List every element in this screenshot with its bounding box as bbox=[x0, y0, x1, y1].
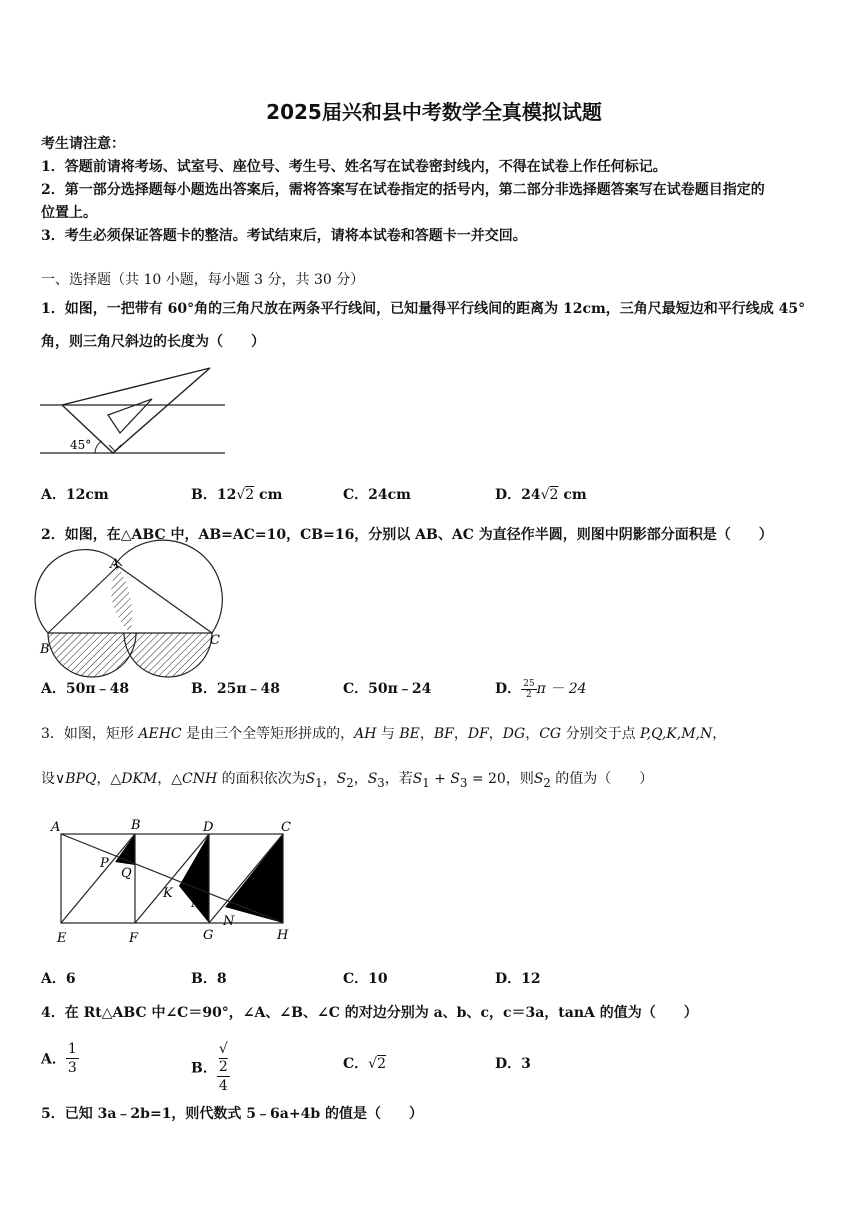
q1-option-b-root: 2 bbox=[245, 487, 255, 503]
q3-label-c: C bbox=[281, 820, 291, 835]
q3-t: 的值为（ ） bbox=[550, 771, 654, 787]
q4-option-c[interactable]: C．√2 bbox=[343, 1056, 386, 1072]
q3-t: 1 bbox=[315, 775, 323, 790]
q3-label-m: M bbox=[191, 896, 205, 911]
q3-t: DKM bbox=[121, 771, 158, 787]
q3-text-line1 bbox=[41, 723, 726, 743]
q3-t: 的面积依次为 bbox=[217, 771, 306, 787]
q3-label-e: E bbox=[57, 931, 67, 946]
q1-option-b-unit: cm bbox=[259, 487, 283, 503]
q4-option-b-num: 2 bbox=[218, 1059, 228, 1075]
q1-option-d-label: D．24 bbox=[495, 487, 541, 503]
q3-t: ， bbox=[453, 726, 468, 742]
q3-t: 2 bbox=[543, 775, 551, 790]
q3-label-a: A bbox=[51, 820, 61, 835]
q3-figure bbox=[45, 815, 305, 950]
q3-t: 3 bbox=[459, 775, 468, 790]
q3-t: S bbox=[412, 771, 423, 787]
q2-figure bbox=[38, 556, 238, 661]
q4-option-b[interactable] bbox=[191, 1040, 230, 1095]
q3-t: S bbox=[533, 771, 544, 787]
q5-text: 5．已知 3a﹣2b=1，则代数式 5﹣6a+4b 的值是（ ） bbox=[41, 1106, 423, 1122]
q2-option-d-fraction bbox=[521, 679, 536, 700]
q4-option-a-num: 1 bbox=[67, 1041, 77, 1057]
q3-t: AEHC bbox=[138, 726, 182, 742]
section-heading: 一、选择题（共 10 小题，每小题 3 分，共 30 分） bbox=[41, 272, 365, 288]
notice-item: 位置上。 bbox=[41, 205, 97, 221]
q3-label-b: B bbox=[131, 818, 141, 833]
q1-option-b[interactable]: B．12√2 cm bbox=[191, 487, 283, 503]
q3-option-a[interactable]: A．6 bbox=[41, 971, 76, 987]
q1-option-c[interactable]: C．24cm bbox=[343, 487, 411, 503]
q3-text-line2 bbox=[41, 768, 653, 790]
q3-t: DG bbox=[502, 726, 526, 742]
q3-t: BF bbox=[433, 726, 454, 742]
q3-t: + S bbox=[429, 771, 460, 787]
q4-option-b-fraction: √ 2 4 bbox=[218, 1041, 228, 1094]
q3-t: ，△ bbox=[96, 771, 122, 787]
q4-option-a-label: A． bbox=[41, 1051, 66, 1068]
q3-t: P,Q,K,M,N bbox=[640, 726, 713, 742]
q3-option-d[interactable]: D．12 bbox=[495, 971, 541, 987]
q3-t: ， bbox=[353, 771, 368, 787]
q2-option-d-tail: π － 24 bbox=[536, 681, 587, 697]
q4-option-d[interactable]: D．3 bbox=[495, 1056, 531, 1072]
q3-label-d: D bbox=[203, 820, 214, 835]
q3-t: 设∨ bbox=[41, 771, 66, 787]
q1-option-d-root: 2 bbox=[549, 487, 559, 503]
q3-t: 与 bbox=[376, 726, 400, 742]
q3-t: S bbox=[367, 771, 378, 787]
q3-t: S bbox=[336, 771, 347, 787]
q1-text-line1: 1．如图，一把带有 60°角的三角尺放在两条平行线间，已知量得平行线间的距离为 12cm，三角尺最短边和平行线成 45° bbox=[41, 301, 806, 317]
q1-figure bbox=[40, 365, 230, 460]
q3-t: ， bbox=[488, 726, 503, 742]
q3-option-c[interactable]: C．10 bbox=[343, 971, 388, 987]
q4-option-a[interactable] bbox=[41, 1040, 79, 1077]
q2-label-a: A bbox=[110, 557, 120, 572]
notice-item: 1．答题前请将考场、试室号、座位号、考生号、姓名写在试卷密封线内，不得在试卷上作任何标记。 bbox=[41, 159, 667, 175]
q4-text: 4．在 Rt△ABC 中∠C＝90°，∠A、∠B、∠C 的对边分别为 a、b、c，c＝3a，tanA 的值为（ ） bbox=[41, 1005, 698, 1021]
q3-t: ， bbox=[712, 726, 727, 742]
q2-option-d-den: 2 bbox=[526, 689, 532, 700]
q3-t: 分别交于点 bbox=[561, 726, 641, 742]
q3-t: AH bbox=[354, 726, 377, 742]
q2-option-d-num: 25 bbox=[523, 678, 535, 689]
q4-option-b-label: B． bbox=[191, 1060, 217, 1077]
q3-label-p: P bbox=[100, 856, 109, 871]
q3-label-q: Q bbox=[121, 866, 132, 881]
q1-text-line2: 角，则三角尺斜边的长度为（ ） bbox=[41, 334, 265, 350]
q3-label-g: G bbox=[203, 928, 214, 943]
q2-label-c: C bbox=[210, 633, 220, 648]
page-title: 2025届兴和县中考数学全真模拟试题 bbox=[266, 100, 602, 124]
notice-heading: 考生请注意： bbox=[41, 136, 125, 152]
q3-t: 1 bbox=[422, 775, 430, 790]
q3-t: 3．如图，矩形 bbox=[41, 726, 139, 742]
q3-t: ， bbox=[419, 726, 434, 742]
q2-option-c[interactable]: C．50π﹣24 bbox=[343, 681, 432, 697]
q3-label-f: F bbox=[129, 931, 139, 946]
q3-t: ，△ bbox=[157, 771, 183, 787]
q3-t: BE bbox=[399, 726, 420, 742]
q3-label-n: N bbox=[223, 914, 235, 929]
q3-t: = 20 bbox=[467, 771, 506, 787]
q4-option-a-fraction bbox=[66, 1040, 79, 1077]
q4-option-c-root: 2 bbox=[377, 1056, 386, 1072]
q2-option-d[interactable] bbox=[495, 678, 587, 700]
q3-t: CNH bbox=[182, 771, 218, 787]
q3-t: ， bbox=[525, 726, 540, 742]
q3-t: CG bbox=[539, 726, 562, 742]
q2-option-a[interactable]: A．50π﹣48 bbox=[41, 681, 130, 697]
q3-t: ，则 bbox=[505, 771, 534, 787]
q4-option-c-label: C． bbox=[343, 1056, 369, 1072]
q3-label-h: H bbox=[277, 928, 289, 943]
q4-option-a-den: 3 bbox=[67, 1060, 77, 1076]
q3-t: BPQ bbox=[65, 771, 97, 787]
q3-option-b[interactable]: B．8 bbox=[191, 971, 227, 987]
q3-t: S bbox=[305, 771, 316, 787]
q3-t: 3 bbox=[377, 775, 385, 790]
q4-option-b-den: 4 bbox=[218, 1078, 228, 1094]
q2-label-b: B bbox=[40, 642, 50, 657]
q2-option-b[interactable]: B．25π﹣48 bbox=[191, 681, 281, 697]
q3-t: ， bbox=[322, 771, 337, 787]
q1-option-d[interactable]: D．24√2 cm bbox=[495, 487, 587, 503]
q2-text: 2．如图，在△ABC 中，AB=AC=10，CB=16，分别以 AB、AC 为直径作半圆，则图中阴影部分面积是（ ） bbox=[41, 527, 773, 543]
q1-option-b-label: B．12 bbox=[191, 487, 237, 503]
q2-option-d-label: D． bbox=[495, 681, 522, 697]
q1-angle-label: 45° bbox=[70, 438, 92, 452]
q3-label-k: K bbox=[163, 886, 173, 901]
notice-item: 3．考生必须保证答题卡的整洁。考试结束后，请将本试卷和答题卡一并交回。 bbox=[41, 228, 527, 244]
q3-t: 是由三个全等矩形拼成的， bbox=[181, 726, 355, 742]
notice-item: 2．第一部分选择题每小题选出答案后，需将答案写在试卷指定的括号内，第二部分非选择题答案写在试卷题目指定的 bbox=[41, 182, 765, 198]
q1-option-d-unit: cm bbox=[563, 487, 587, 503]
q3-t: ，若 bbox=[384, 771, 413, 787]
q1-option-a[interactable]: A．12cm bbox=[41, 487, 109, 503]
q3-t: 2 bbox=[346, 775, 354, 790]
q3-t: DF bbox=[467, 726, 489, 742]
